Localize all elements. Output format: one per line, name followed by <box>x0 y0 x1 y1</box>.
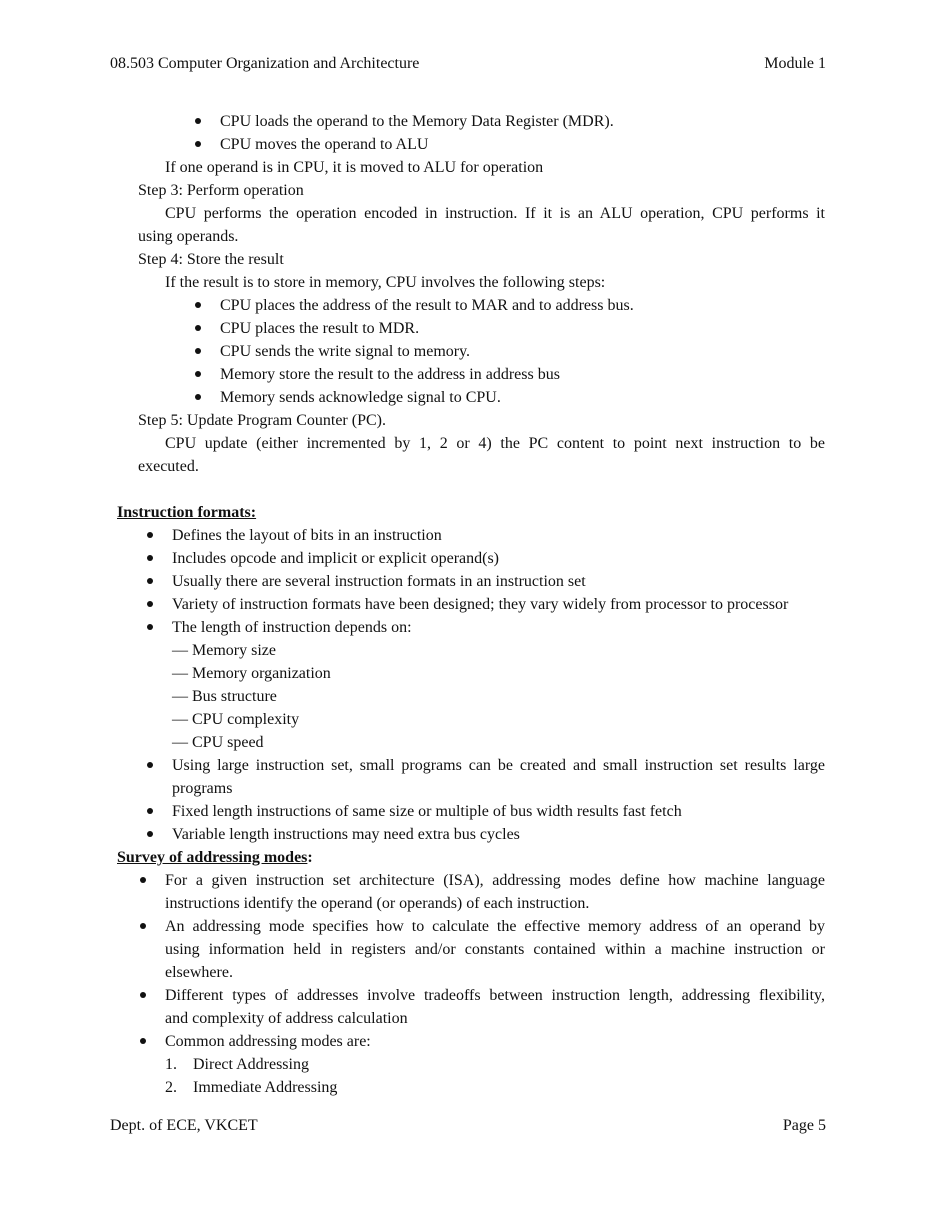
dash-item: — Bus structure <box>172 688 277 705</box>
paragraph-line: using operands. <box>138 228 239 245</box>
list-item: CPU places the result to MDR. <box>0 317 935 340</box>
bullet-icon <box>147 808 153 814</box>
list-item: The length of instruction depends on: <box>0 616 935 639</box>
bullet-icon <box>140 992 146 998</box>
paragraph-line: If the result is to store in memory, CPU involves the following steps: <box>165 274 606 291</box>
list-item: CPU sends the write signal to memory. <box>0 340 935 363</box>
bullet-icon <box>140 923 146 929</box>
dash-item: — CPU speed <box>172 734 264 751</box>
list-item: Defines the layout of bits in an instruction <box>0 524 935 547</box>
list-item: Common addressing modes are: <box>0 1030 935 1053</box>
step4-title: Step 4: Store the result <box>138 251 284 268</box>
dash-item: — Memory organization <box>172 665 331 682</box>
page-footer <box>110 1117 826 1135</box>
module-label: Module 1 <box>764 55 826 72</box>
list-item-continuation: elsewhere. <box>165 964 233 981</box>
spacer <box>0 478 935 501</box>
bullet-icon <box>195 302 201 308</box>
list-item: Includes opcode and implicit or explicit operand(s) <box>0 547 935 570</box>
bullet-icon <box>147 578 153 584</box>
dash-item: — Memory size <box>172 642 276 659</box>
list-item: Usually there are several instruction formats in an instruction set <box>0 570 935 593</box>
list-item: Variety of instruction formats have been designed; they vary widely from processor to processor <box>0 593 935 616</box>
list-item-continuation: instructions identify the operand (or operands) of each instruction. <box>165 895 590 912</box>
bullet-icon <box>195 325 201 331</box>
bullet-icon <box>147 831 153 837</box>
list-item: CPU places the address of the result to MAR and to address bus. <box>0 294 935 317</box>
bullet-icon <box>195 371 201 377</box>
list-item: An addressing mode specifies how to calculate the effective memory address of an operand by <box>0 915 935 938</box>
bullet-icon <box>195 394 201 400</box>
addressing-modes-heading: Survey of addressing modes: <box>117 849 313 866</box>
list-item: Variable length instructions may need extra bus cycles <box>0 823 935 846</box>
paragraph-line: If one operand is in CPU, it is moved to ALU for operation <box>165 159 544 176</box>
instruction-formats-heading: Instruction formats: <box>117 504 257 521</box>
list-item-continuation: and complexity of address calculation <box>165 1010 408 1027</box>
bullet-icon <box>147 624 153 630</box>
list-item: CPU moves the operand to ALU <box>0 133 935 156</box>
list-item: Memory store the result to the address in address bus <box>0 363 935 386</box>
list-item-continuation: using information held in registers and/or constants contained within a machine instruction or <box>165 941 825 958</box>
bullet-icon <box>195 141 201 147</box>
paragraph-line: CPU performs the operation encoded in instruction. If it is an ALU operation, CPU performs it <box>165 205 825 222</box>
list-item-continuation: programs <box>172 780 233 797</box>
list-item: Different types of addresses involve tradeoffs between instruction length, addressing flexibility, <box>0 984 935 1007</box>
numbered-item: 1. Direct Addressing <box>165 1056 309 1073</box>
list-item: Memory sends acknowledge signal to CPU. <box>0 386 935 409</box>
department-label: Dept. of ECE, VKCET <box>110 1117 258 1134</box>
bullet-icon <box>195 348 201 354</box>
list-item: CPU loads the operand to the Memory Data Register (MDR). <box>0 110 935 133</box>
list-item: Using large instruction set, small programs can be created and small instruction set results large <box>0 754 935 777</box>
list-item: For a given instruction set architecture (ISA), addressing modes define how machine language <box>0 869 935 892</box>
course-title: 08.503 Computer Organization and Architecture <box>110 55 420 72</box>
page-header <box>110 55 826 73</box>
dash-item: — CPU complexity <box>172 711 300 728</box>
paragraph-line: CPU update (either incremented by 1, 2 or 4) the PC content to point next instruction to be <box>165 435 825 452</box>
bullet-icon <box>147 762 153 768</box>
step3-title: Step 3: Perform operation <box>138 182 304 199</box>
list-item: Fixed length instructions of same size or multiple of bus width results fast fetch <box>0 800 935 823</box>
numbered-item: 2. Immediate Addressing <box>165 1079 338 1096</box>
paragraph-line: executed. <box>138 458 199 475</box>
bullet-icon <box>140 877 146 883</box>
bullet-icon <box>147 555 153 561</box>
bullet-icon <box>147 532 153 538</box>
bullet-icon <box>147 601 153 607</box>
bullet-icon <box>195 118 201 124</box>
bullet-icon <box>140 1038 146 1044</box>
page-number: Page 5 <box>782 1117 826 1134</box>
step5-title: Step 5: Update Program Counter (PC). <box>138 412 386 429</box>
page-content <box>0 110 935 1099</box>
